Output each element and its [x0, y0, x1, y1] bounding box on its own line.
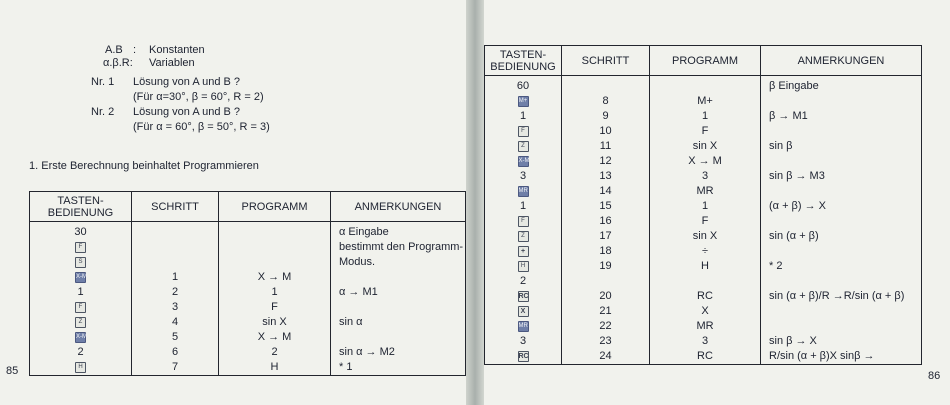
- calculator-key-icon: Z: [75, 317, 86, 328]
- def-desc-2: Variablen: [149, 57, 195, 69]
- table-cell: sin X: [692, 140, 718, 152]
- note-line: [761, 319, 921, 334]
- table-cell: 18: [599, 245, 612, 257]
- key-entry: [485, 169, 561, 184]
- step-column-r: [562, 76, 650, 365]
- table-cell: [132, 255, 218, 270]
- table-cell: [132, 240, 218, 255]
- table-cell: [219, 255, 330, 270]
- table-cell: F: [271, 301, 278, 313]
- col-header-notes: ANMERKUNGEN: [331, 192, 466, 222]
- table-cell: 9: [602, 110, 609, 122]
- table-cell: [650, 274, 760, 289]
- table-cell: X → M: [257, 331, 292, 343]
- key-digits: 30: [74, 226, 87, 238]
- table-cell: H: [701, 260, 709, 272]
- table-cell: 6: [171, 346, 179, 358]
- right-program-table: [484, 45, 922, 365]
- col-header-keys-text: TASTEN- BEDIENUNG: [47, 194, 114, 219]
- col-header-keys: [30, 192, 132, 222]
- table-cell: sin X: [692, 230, 718, 242]
- table-cell: 14: [599, 185, 612, 197]
- note-line: [761, 124, 921, 139]
- notes-column: [331, 222, 466, 376]
- table-cell: 21: [599, 305, 612, 317]
- table-cell: 1: [701, 200, 709, 212]
- note-line: [761, 214, 921, 229]
- left-program-table: [29, 191, 466, 376]
- right-page: [484, 0, 950, 405]
- col-header-notes-r: ANMERKUNGEN: [761, 46, 922, 76]
- table-cell: 16: [599, 215, 612, 227]
- table-cell: [562, 79, 649, 94]
- note-line: sin (α + β)/R →R/sin (α + β): [769, 290, 905, 302]
- table-cell: H: [270, 361, 279, 373]
- table-cell: X: [701, 305, 709, 317]
- keys-column: [30, 222, 132, 376]
- col-header-keys-r-text: TASTEN- BEDIENUNG: [490, 48, 556, 73]
- problem-label-2: Nr. 2: [91, 106, 115, 118]
- key-entry: [485, 229, 561, 244]
- key-digits: 1: [519, 110, 527, 122]
- keys-column-r: [485, 76, 562, 365]
- key-entry: [30, 255, 131, 270]
- table-cell: 3: [171, 301, 179, 313]
- table-cell: 2: [171, 286, 179, 298]
- key-entry: [485, 349, 561, 364]
- calculator-key-icon: M+: [518, 96, 529, 107]
- key-entry: [485, 274, 561, 289]
- col-header-keys-r: [485, 46, 562, 76]
- page-number-left: 85: [6, 365, 19, 377]
- table-cell: [132, 225, 218, 240]
- table-cell: MR: [696, 320, 714, 332]
- key-entry: [30, 240, 131, 255]
- table-cell: 1: [701, 110, 709, 122]
- key-entry: [485, 304, 561, 319]
- key-digits: 2: [519, 275, 527, 287]
- def-desc-1: Konstanten: [149, 44, 205, 56]
- problem-line-2a: Lösung von A und B ?: [133, 106, 241, 118]
- table-cell: 11: [599, 140, 612, 152]
- note-line: sin β: [769, 140, 793, 152]
- table-cell: M+: [697, 95, 713, 107]
- table-cell: 2: [271, 346, 278, 358]
- table-cell: 19: [599, 260, 612, 272]
- key-entry: [485, 154, 561, 169]
- key-digits: 60: [516, 80, 530, 92]
- table-cell: 23: [599, 335, 612, 347]
- key-digits: 1: [519, 200, 527, 212]
- notes-column-r: [761, 76, 922, 365]
- table-cell: [650, 79, 760, 94]
- calculator-key-icon: X-M: [75, 332, 86, 343]
- key-entry: [30, 345, 131, 360]
- key-entry: [485, 139, 561, 154]
- table-cell: RC: [697, 350, 713, 362]
- calculator-key-icon: F: [75, 302, 86, 313]
- calculator-key-icon: F: [75, 242, 86, 253]
- col-header-program: PROGRAMM: [219, 192, 331, 222]
- key-digits: 2: [77, 346, 84, 358]
- calculator-key-icon: RC: [518, 292, 529, 300]
- calculator-key-icon: +: [518, 246, 529, 257]
- table-cell: 20: [599, 290, 612, 302]
- calculator-key-icon: F: [518, 126, 529, 137]
- note-line: [761, 184, 921, 199]
- note-line: Modus.: [339, 256, 376, 268]
- calculator-key-icon: Z: [518, 141, 529, 152]
- table-cell: 3: [701, 335, 709, 347]
- table-cell: 5: [171, 331, 179, 343]
- note-line: sin β → X: [769, 335, 817, 347]
- problem-line-2b: (Für α = 60°, β = 50°, R = 3): [133, 121, 270, 133]
- note-line: * 2: [769, 260, 783, 272]
- def-term-1: A.B: [105, 44, 123, 56]
- note-line: [761, 244, 921, 259]
- key-digits: 1: [77, 286, 84, 298]
- table-cell: RC: [697, 290, 713, 302]
- calculator-key-icon: F: [518, 216, 529, 227]
- page-number-right: 86: [928, 370, 941, 382]
- key-entry: [485, 319, 561, 334]
- table-cell: X → M: [257, 271, 292, 283]
- table-cell: MR: [696, 185, 714, 197]
- problem-label-1: Nr. 1: [91, 76, 115, 88]
- key-entry: [30, 330, 131, 345]
- key-entry: [30, 300, 131, 315]
- table-cell: [219, 225, 330, 240]
- note-line: [761, 304, 921, 319]
- table-cell: 17: [599, 230, 612, 242]
- note-line: [331, 270, 465, 285]
- table-cell: 7: [171, 361, 179, 373]
- calculator-key-icon: X-M: [75, 272, 86, 283]
- calculator-key-icon: X-M: [518, 156, 529, 167]
- note-line: [761, 274, 921, 289]
- key-digits: 3: [519, 335, 527, 347]
- note-line: α Eingabe: [339, 226, 389, 238]
- calculator-key-icon: RC: [518, 352, 529, 360]
- key-entry: [485, 244, 561, 259]
- table-cell: 22: [599, 320, 612, 332]
- section-title: 1. Erste Berechnung beinhaltet Programmieren: [29, 160, 259, 172]
- table-cell: F: [701, 215, 709, 227]
- key-entry: [30, 270, 131, 285]
- table-cell: 1: [171, 271, 179, 283]
- note-line: β Eingabe: [769, 80, 819, 92]
- note-line: (α + β) → X: [769, 200, 826, 212]
- calculator-key-icon: H: [75, 362, 86, 373]
- program-column: [219, 222, 331, 376]
- note-line: R/sin (α + β)X sinβ →: [769, 350, 875, 362]
- key-entry: [485, 334, 561, 349]
- table-cell: 13: [599, 170, 612, 182]
- note-line: β → M1: [769, 110, 808, 122]
- note-line: [331, 330, 465, 345]
- key-entry: [485, 289, 561, 304]
- program-column-r: [650, 76, 761, 365]
- table-cell: 24: [599, 350, 612, 362]
- key-entry: [485, 109, 561, 124]
- note-line: α → M1: [339, 286, 378, 298]
- def-sep-1: :: [133, 44, 137, 56]
- table-cell: 4: [171, 316, 179, 328]
- calculator-key-icon: Z: [518, 231, 529, 242]
- note-line: bestimmt den Programm-: [339, 241, 464, 253]
- step-column: [132, 222, 219, 376]
- table-cell: [562, 274, 649, 289]
- problem-line-1b: (Für α=30°, β = 60°, R = 2): [133, 91, 264, 103]
- calculator-key-icon: H: [518, 261, 529, 272]
- key-entry: [30, 285, 131, 300]
- key-entry: [30, 360, 131, 375]
- key-entry: [485, 94, 561, 109]
- calculator-key-icon: MR: [518, 186, 529, 197]
- left-page: [0, 0, 466, 405]
- col-header-step-r: SCHRITT: [562, 46, 650, 76]
- key-entry: [30, 225, 131, 240]
- key-entry: [485, 199, 561, 214]
- table-cell: [219, 240, 330, 255]
- table-cell: 3: [701, 170, 709, 182]
- key-entry: [485, 79, 561, 94]
- note-line: [761, 94, 921, 109]
- key-entry: [485, 184, 561, 199]
- table-cell: 12: [599, 155, 612, 167]
- table-cell: 8: [602, 95, 609, 107]
- col-header-step: SCHRITT: [132, 192, 219, 222]
- calculator-key-icon: X: [518, 306, 529, 317]
- note-line: sin α → M2: [339, 346, 395, 358]
- note-line: [331, 300, 465, 315]
- note-line: sin (α + β): [769, 230, 819, 242]
- note-line: [761, 154, 921, 169]
- table-cell: 15: [599, 200, 612, 212]
- note-line: * 1: [339, 361, 353, 373]
- problem-line-1a: Lösung von A und B ?: [133, 76, 241, 88]
- table-cell: 10: [599, 125, 612, 137]
- col-header-program-r: PROGRAMM: [650, 46, 761, 76]
- table-cell: X → M: [688, 155, 722, 167]
- key-entry: [30, 315, 131, 330]
- note-line: sin α: [339, 316, 363, 328]
- key-entry: [485, 259, 561, 274]
- key-entry: [485, 214, 561, 229]
- table-cell: 1: [271, 286, 278, 298]
- calculator-key-icon: S: [75, 257, 86, 268]
- table-cell: sin X: [262, 316, 287, 328]
- table-cell: F: [701, 125, 709, 137]
- book-gutter: [466, 0, 484, 405]
- def-term-2: α.β.R:: [103, 57, 133, 69]
- key-digits: 3: [519, 170, 527, 182]
- note-line: sin β → M3: [769, 170, 825, 182]
- calculator-key-icon: MR: [518, 321, 529, 332]
- table-cell: ÷: [701, 245, 709, 257]
- key-entry: [485, 124, 561, 139]
